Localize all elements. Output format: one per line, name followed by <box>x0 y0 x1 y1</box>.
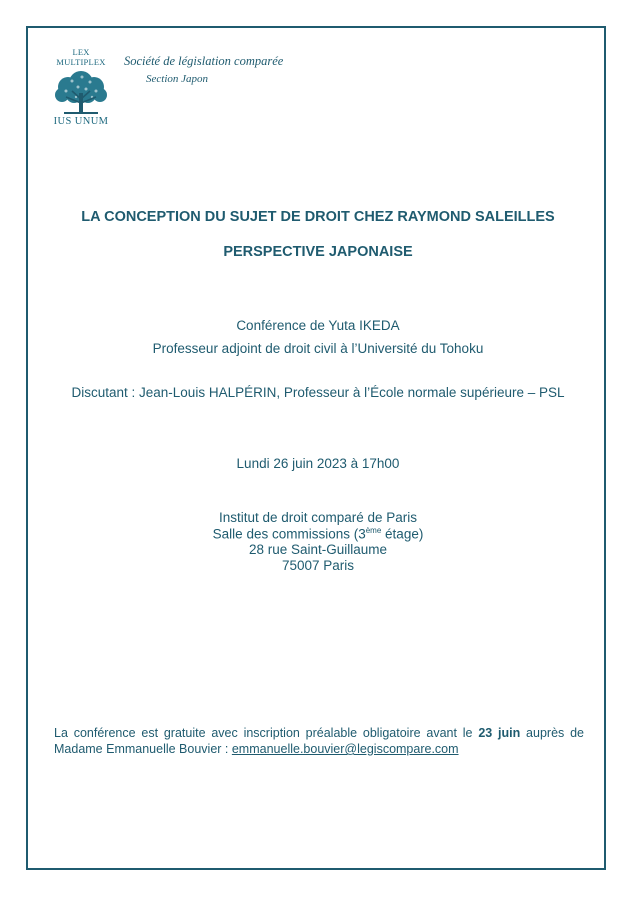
registration-contact: auprès de Madame Emmanuelle Bouvier : <box>54 726 584 756</box>
speaker-title: Professeur adjoint de droit civil à l’Université du Tohoku <box>152 341 484 356</box>
venue-room-text: Salle des commissions (3 <box>212 526 366 542</box>
venue-room-ordinal: ème <box>365 526 382 535</box>
tree-icon <box>52 69 110 115</box>
speaker-line: Conférence de Yuta IKEDA <box>236 318 400 333</box>
venue-name: Institut de droit comparé de Paris <box>218 510 418 525</box>
registration-text: La conférence est gratuite avec inscription préalable obligatoire avant le <box>54 726 479 740</box>
society-name: Société de législation comparée <box>124 54 284 68</box>
logo-bottom-text: IUS UNUM <box>53 116 109 127</box>
contact-email-link[interactable]: emmanuelle.bouvier@legiscompare.com <box>231 742 459 756</box>
discussant-line: Discutant : Jean-Louis HALPÉRIN, Professeur à l’École normale supérieure – PSL <box>71 385 565 400</box>
logo <box>50 47 112 127</box>
venue-city: 75007 Paris <box>281 558 355 573</box>
venue-room-text-end: étage) <box>381 526 424 542</box>
registration-note <box>54 725 584 757</box>
registration-deadline: 23 juin <box>478 726 521 740</box>
event-date: Lundi 26 juin 2023 à 17h00 <box>236 456 400 471</box>
conference-subtitle: PERSPECTIVE JAPONAISE <box>223 244 413 260</box>
section-name: Section Japon <box>146 73 209 85</box>
conference-title: LA CONCEPTION DU SUJET DE DROIT CHEZ RAYMOND SALEILLES <box>81 209 555 225</box>
venue-room <box>0 526 636 542</box>
logo-top-text: LEX MULTIPLEX <box>56 47 106 67</box>
venue-street: 28 rue Saint-Guillaume <box>248 542 388 557</box>
